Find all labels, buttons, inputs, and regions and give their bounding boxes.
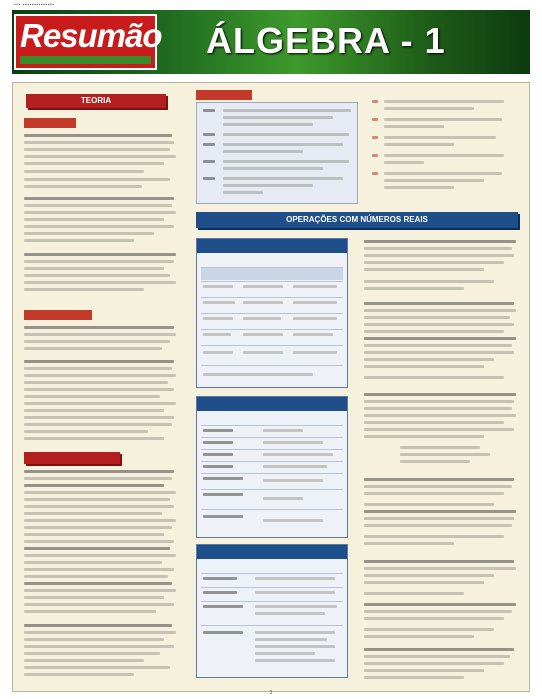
brand-strip bbox=[20, 56, 151, 64]
top-fine-print: ▪▪▪ ▪▪▪▪▪▪▪▪▪▪▪▪▪▪ bbox=[14, 2, 55, 8]
table-properties-1 bbox=[196, 238, 348, 388]
table-3-title bbox=[197, 545, 347, 559]
table-1-title bbox=[197, 239, 347, 253]
subsection-tag bbox=[24, 118, 76, 128]
table-properties-2 bbox=[196, 396, 348, 538]
table-2-title bbox=[197, 397, 347, 411]
section-header-left-mid bbox=[24, 452, 120, 464]
symbols-panel bbox=[196, 102, 358, 204]
table-2-subtitle bbox=[197, 411, 347, 420]
page-number: 1 bbox=[269, 690, 273, 696]
brand-name: Resumão bbox=[20, 17, 162, 54]
page-title: ÁLGEBRA - 1 bbox=[206, 20, 446, 61]
subsection-tag-2 bbox=[24, 310, 92, 320]
table-properties-3 bbox=[196, 544, 348, 678]
brand-logo bbox=[14, 14, 162, 70]
section-header-operacoes: OPERAÇÕES COM NÚMEROS REAIS bbox=[196, 212, 518, 228]
center-tag bbox=[196, 90, 252, 100]
table-1-subtitle bbox=[197, 253, 347, 262]
table-3-subtitle bbox=[197, 559, 347, 568]
section-header-teoria: TEORIA bbox=[26, 94, 166, 108]
